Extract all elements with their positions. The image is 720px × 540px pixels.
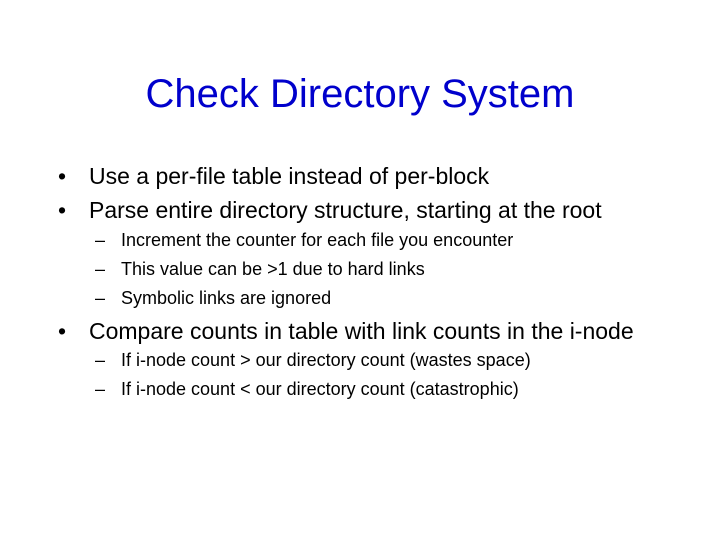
sub-bullet-text: Increment the counter for each file you encounter <box>121 230 514 250</box>
dash-marker: – <box>95 350 106 370</box>
bullet-marker: • <box>58 163 67 189</box>
dash-marker: – <box>95 379 106 399</box>
sub-bullet-text: If i-node count < our directory count (catastrophic) <box>121 379 519 399</box>
dash-marker: – <box>95 230 106 250</box>
dash-marker: – <box>95 288 106 308</box>
bullet-marker: • <box>58 197 67 223</box>
sub-bullet-text: This value can be >1 due to hard links <box>121 259 425 279</box>
dash-marker: – <box>95 259 106 279</box>
sub-bullet-text: Symbolic links are ignored <box>121 288 332 308</box>
sub-bullet-text: If i-node count > our directory count (wastes space) <box>121 350 531 370</box>
bullet-text: Compare counts in table with link counts in the i-node <box>89 318 634 344</box>
bullet-text: Use a per-file table instead of per-block <box>89 163 490 189</box>
bullet-marker: • <box>58 318 67 344</box>
slide-title: Check Directory System <box>145 72 575 116</box>
bullet-text: Parse entire directory structure, starting at the root <box>89 197 602 223</box>
